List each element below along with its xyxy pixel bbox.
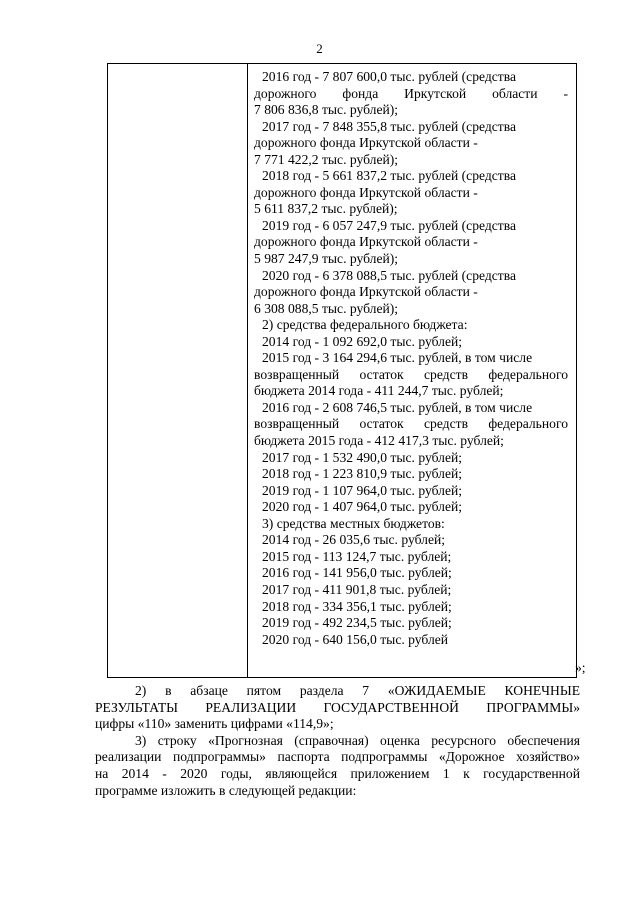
table-line: 2018 год - 5 661 837,2 тыс. рублей (средства <box>262 168 517 184</box>
table-line: возвращенный остаток средств федерального <box>254 416 568 432</box>
table-line: 3) средства местных бюджетов: <box>262 515 445 531</box>
table-line: 2014 год - 1 092 692,0 тыс. рублей; <box>262 333 463 349</box>
table-line: 2016 год - 2 608 746,5 тыс. рублей, в том числе <box>262 399 533 415</box>
table-line: 2015 год - 3 164 294,6 тыс. рублей, в том числе <box>262 350 533 366</box>
amendment-text <box>95 683 580 799</box>
table-line: дорожного фонда Иркутской области - <box>254 85 568 101</box>
table-line: 2019 год - 6 057 247,9 тыс. рублей (средства <box>262 217 517 233</box>
table-line: бюджета 2015 года - 412 417,3 тыс. рублей; <box>254 433 504 449</box>
table-line: бюджета 2014 года - 411 244,7 тыс. рублей; <box>254 383 504 399</box>
table-line: 2019 год - 1 107 964,0 тыс. рублей; <box>262 482 463 498</box>
table-line: 2017 год - 411 901,8 тыс. рублей; <box>262 581 452 597</box>
closing-quote: »; <box>575 660 586 675</box>
paragraph-line: цифры «110» заменить цифрами «114,9»; <box>95 716 334 732</box>
paragraph-line: РЕЗУЛЬТАТЫ РЕАЛИЗАЦИИ ГОСУДАРСТВЕННОЙ ПРОГРАММЫ» <box>95 699 580 715</box>
paragraph-line: 3) строку «Прогнозная (справочная) оценка ресурсного обеспечения <box>135 732 580 748</box>
table-line: дорожного фонда Иркутской области - <box>254 284 478 300</box>
paragraph-line: 2) в абзаце пятом раздела 7 «ОЖИДАЕМЫЕ КОНЕЧНЫЕ <box>135 683 580 698</box>
column-divider <box>247 64 248 677</box>
table-line: дорожного фонда Иркутской области - <box>254 135 478 151</box>
paragraph-line: программе изложить в следующей редакции: <box>95 782 357 798</box>
table-line: 5 611 837,2 тыс. рублей); <box>254 201 398 217</box>
table-line: 2016 год - 141 956,0 тыс. рублей; <box>262 565 452 581</box>
table-line: 2019 год - 492 234,5 тыс. рублей; <box>262 615 452 631</box>
table-line: 2020 год - 1 407 964,0 тыс. рублей; <box>262 499 463 515</box>
paragraph-line: реализации подпрограммы» паспорта подпрограммы «Дорожное хозяйство» <box>95 749 580 765</box>
table-line: 2015 год - 113 124,7 тыс. рублей; <box>262 548 452 564</box>
table-line: 2020 год - 6 378 088,5 тыс. рублей (средства <box>262 267 517 283</box>
table-line: 2) средства федерального бюджета: <box>262 317 468 333</box>
table-line: 6 308 088,5 тыс. рублей); <box>254 300 399 316</box>
page-number: 2 <box>316 41 323 56</box>
paragraph-line: на 2014 - 2020 годы, являющейся приложением 1 к государственной <box>95 765 580 781</box>
table-line: дорожного фонда Иркутской области - <box>254 234 478 250</box>
table-line: 2016 год - 7 807 600,0 тыс. рублей (средства <box>262 69 517 84</box>
table-line: 2017 год - 1 532 490,0 тыс. рублей; <box>262 449 463 465</box>
table-line: 7 806 836,8 тыс. рублей); <box>254 102 399 118</box>
table-line: 2014 год - 26 035,6 тыс. рублей; <box>262 532 446 548</box>
funding-cell <box>254 69 568 648</box>
table-line: 7 771 422,2 тыс. рублей); <box>254 151 399 167</box>
table-line: 2018 год - 1 223 810,9 тыс. рублей; <box>262 466 463 482</box>
budget-table <box>107 63 577 678</box>
table-line: 2018 год - 334 356,1 тыс. рублей; <box>262 598 452 614</box>
table-line: 5 987 247,9 тыс. рублей); <box>254 251 399 267</box>
table-line: дорожного фонда Иркутской области - <box>254 184 478 200</box>
table-line: 2017 год - 7 848 355,8 тыс. рублей (средства <box>262 118 517 134</box>
table-line: возвращенный остаток средств федерального <box>254 366 568 382</box>
table-line: 2020 год - 640 156,0 тыс. рублей <box>262 631 449 647</box>
